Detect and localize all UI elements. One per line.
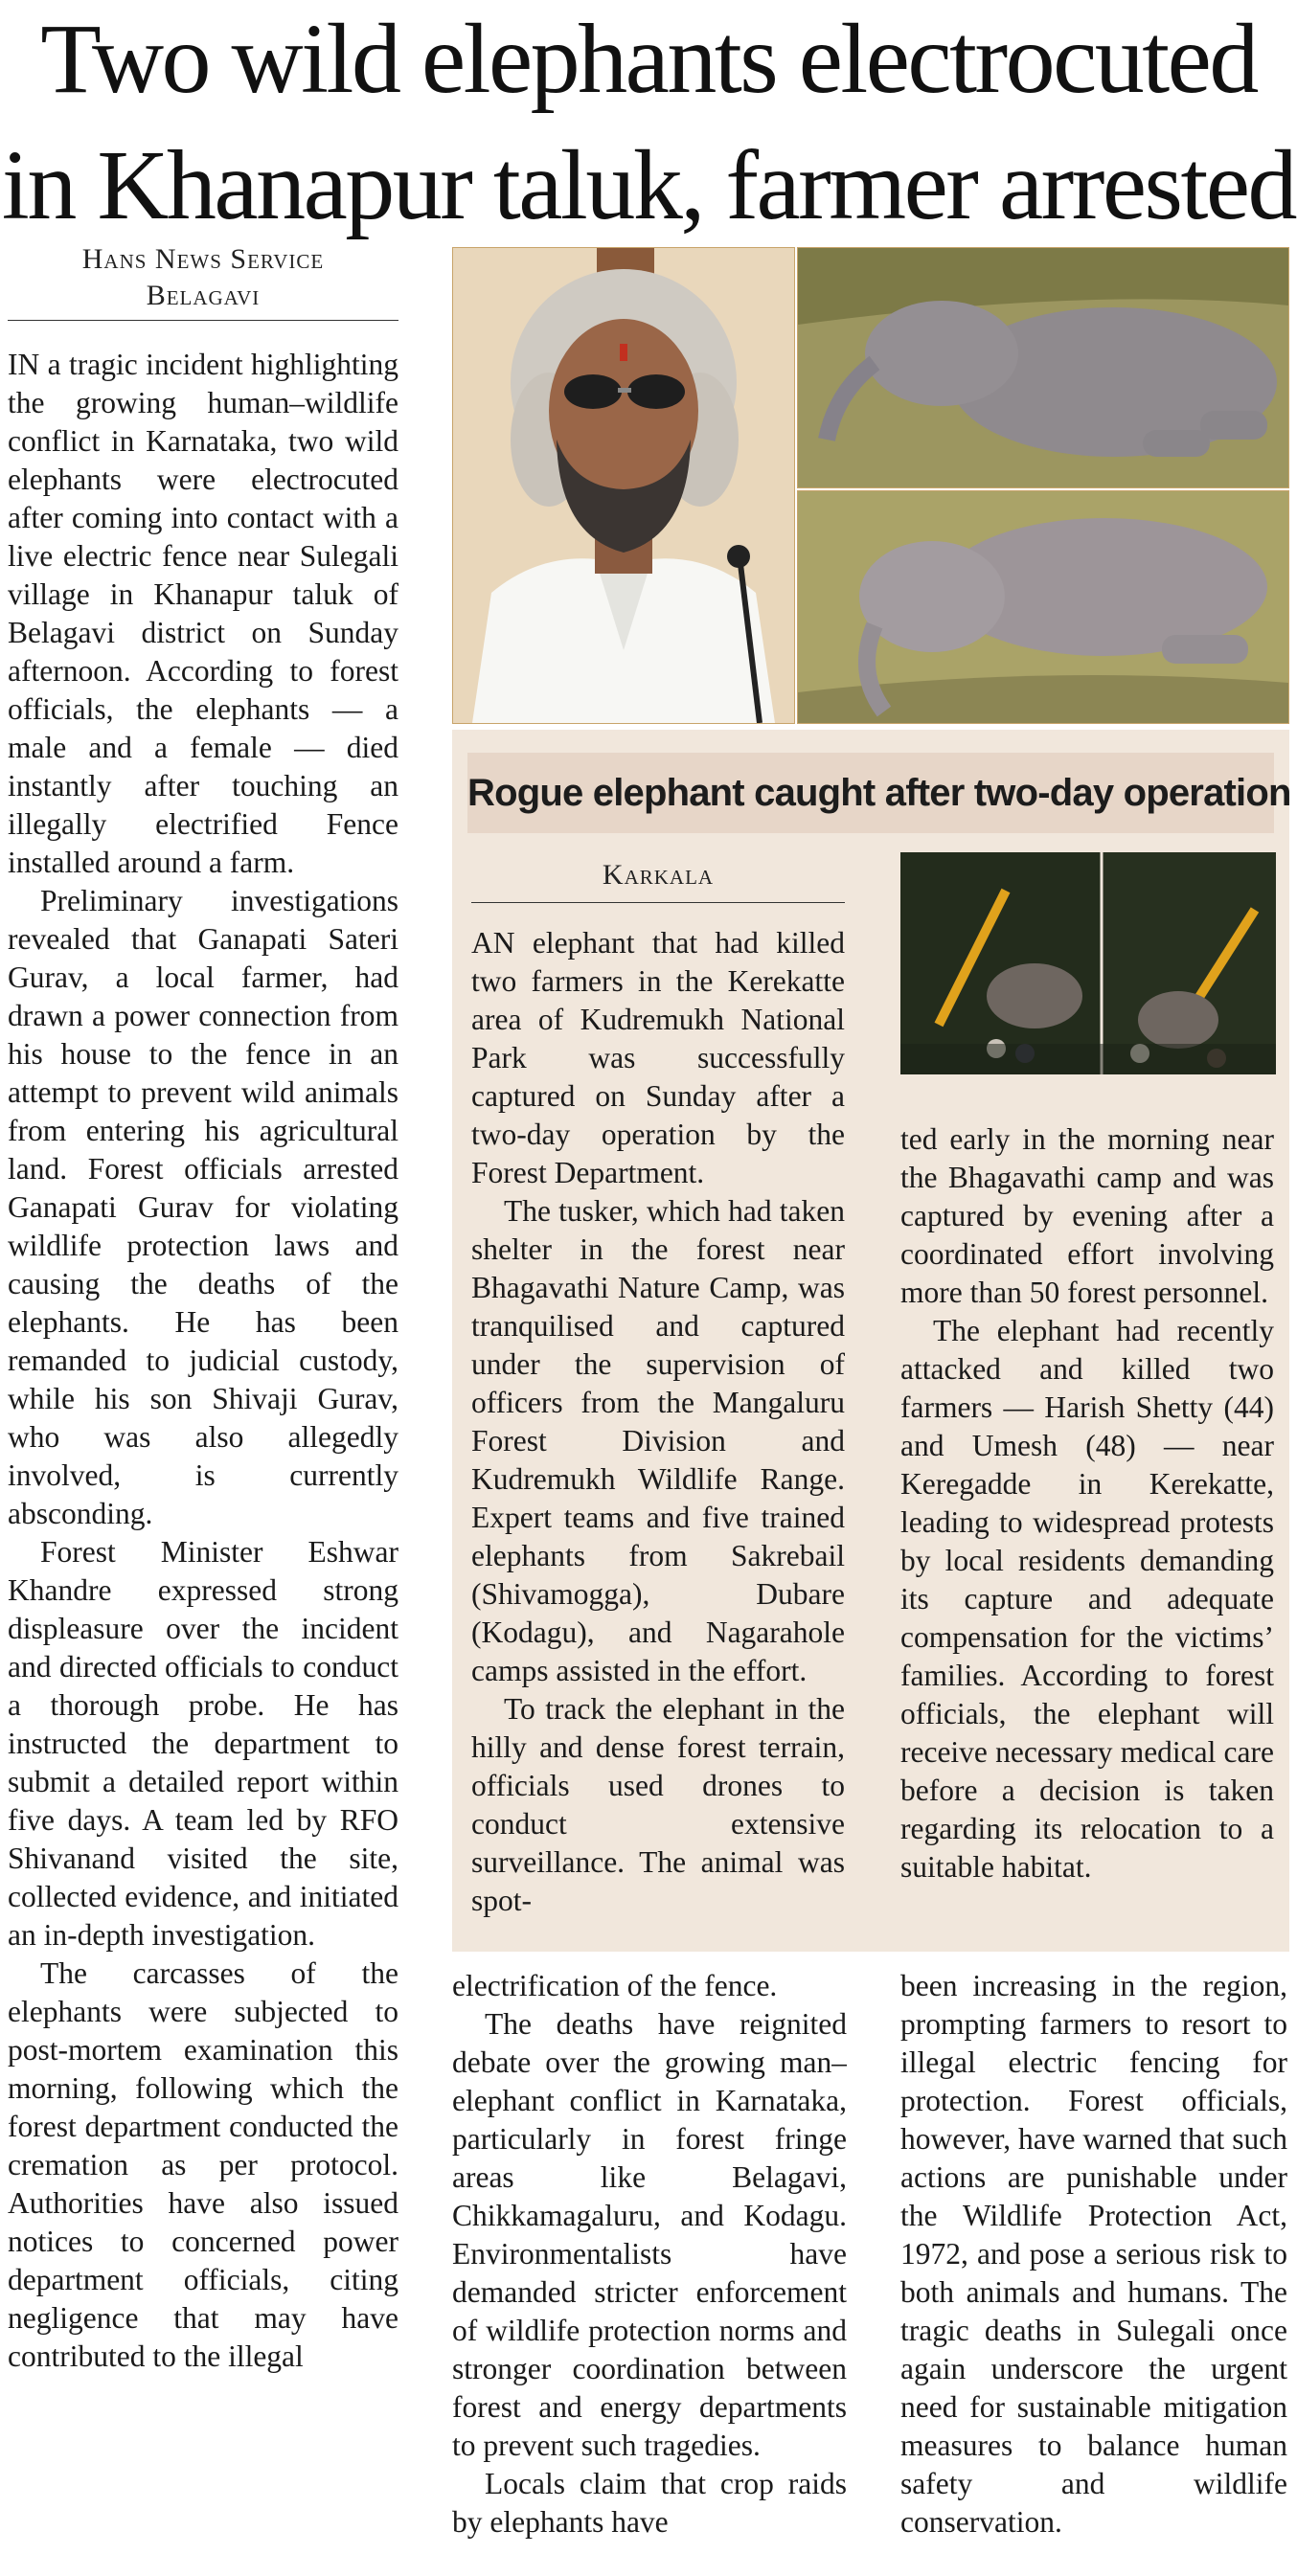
dead-elephant-photo-2 bbox=[797, 490, 1289, 724]
main-story-column-1 bbox=[8, 241, 398, 2576]
minister-illustration bbox=[453, 248, 794, 723]
sidebar-title: Rogue elephant caught after two-day operation bbox=[467, 753, 1274, 833]
story-paragraph: IN a tragic incident highlighting the growing human–wildlife conflict in Karnataka, two wild elephants were electrocuted after coming into contact with a live electric fence near Sulegali village in Khanapur taluk of Belagavi district on Sunday afternoon. According to forest officials, the elephants — a male and a female — died instantly after touching an illegally electrified Fence installed around a farm. bbox=[8, 348, 398, 879]
headline-line-1: Two wild elephants electrocuted bbox=[40, 4, 1257, 114]
sidebar-paragraph: AN elephant that had killed two farmers in the Kerekatte area of Kudremukh National Park was successfully captured on Sunday after a two-day operation by the Forest Department. bbox=[471, 926, 845, 1189]
byline-agency: Hans News Service bbox=[81, 243, 325, 275]
capture-illustration bbox=[900, 852, 1276, 1074]
sidebar-column-1 bbox=[471, 847, 845, 1948]
sidebar-paragraph: To track the elephant in the hilly and dense forest terrain, officials used drones to conduct extensive surveillance. The animal was spot- bbox=[471, 1692, 845, 1917]
byline-location: Belagavi bbox=[146, 280, 261, 311]
sidebar-dateline: Karkala bbox=[471, 856, 845, 903]
elephant-illustration-2 bbox=[798, 491, 1288, 723]
main-byline bbox=[8, 241, 398, 321]
story-paragraph: been increasing in the region, prompting farmers to resort to illegal electric fencing for protection. Forest officials, however, have warned that such actions are punishable under the Wildlife Protection Act, 1972, and pose a serious risk to both animals and humans. The tragic deaths in Sulegali once again underscore the urgent need for sustainable mitigation measures to balance human safety and wildlife conservation. bbox=[900, 1969, 1287, 2539]
story-paragraph: The deaths have reignited debate over the growing man–elephant conflict in Karnataka, particularly in forest fringe areas like Belagavi, Chikkamagaluru, and Kodagu. Environmentalists have demanded stricter enforcement of wildlife protection norms and stronger coordination between forest and energy departments to prevent such tragedies. bbox=[452, 2007, 847, 2462]
main-story-column-2 bbox=[452, 1967, 847, 2576]
elephant-capture-photo bbox=[900, 852, 1276, 1074]
main-story-column-3 bbox=[900, 1967, 1287, 2576]
minister-photo bbox=[452, 247, 795, 724]
headline bbox=[0, 4, 1297, 241]
dead-elephant-photo-1 bbox=[797, 247, 1289, 488]
story-paragraph: electrification of the fence. bbox=[452, 1969, 778, 2002]
sidebar-column-2 bbox=[900, 1120, 1274, 1948]
story-paragraph: The carcasses of the elephants were subjected to post-mortem examination this morning, following which the forest department conducted the cremation as per protocol. Authorities have also issued notices to concerned power department officials, citing negligence that may have contributed to the illegal bbox=[8, 1956, 398, 2373]
sidebar-story bbox=[452, 730, 1289, 1952]
story-paragraph: Locals claim that crop raids by elephants have bbox=[452, 2467, 847, 2539]
story-paragraph: Forest Minister Eshwar Khandre expressed strong displeasure over the incident and directed officials to conduct a thorough probe. He has instructed the department to submit a detailed report within five days. A team led by RFO Shivanand visited the site, collected evidence, and initiated an in-depth investigation. bbox=[8, 1535, 398, 1952]
story-paragraph: Preliminary investigations revealed that Ganapati Sateri Gurav, a local farmer, had drawn a power connection from his house to the fence in an attempt to prevent wild animals from entering his agricultural land. Forest officials arrested Ganapati Gurav for violating wildlife protection laws and causing the deaths of the elephants. He has been remanded to judicial custody, while his son Shivaji Gurav, who was also allegedly involved, is currently absconding. bbox=[8, 884, 398, 1530]
sidebar-paragraph: ted early in the morning near the Bhagavathi camp and was captured by evening after a coordinated effort involving more than 50 forest personnel. bbox=[900, 1122, 1274, 1309]
sidebar-paragraph: The tusker, which had taken shelter in the forest near Bhagavathi Nature Camp, was tranquilised and captured under the supervision of officers from the Mangaluru Forest Division and Kudremukh Wildlife Range. Expert teams and five trained elephants from Sakrebail (Shivamogga), Dubare (Kodagu), and Nagarahole camps assisted in the effort. bbox=[471, 1194, 845, 1687]
elephant-illustration-1 bbox=[798, 248, 1288, 487]
sidebar-paragraph: The elephant had recently attacked and killed two farmers — Harish Shetty (44) and Umesh (48) — near Keregadde in Kerekatte, leading to widespread protests by local residents demanding its capture and adequate compensation for the victims’ families. According to forest officials, the elephant will receive necessary medical care before a decision is taken regarding its relocation to a suitable habitat. bbox=[900, 1314, 1274, 1884]
headline-line-2: in Khanapur taluk, farmer arrested bbox=[1, 130, 1296, 240]
